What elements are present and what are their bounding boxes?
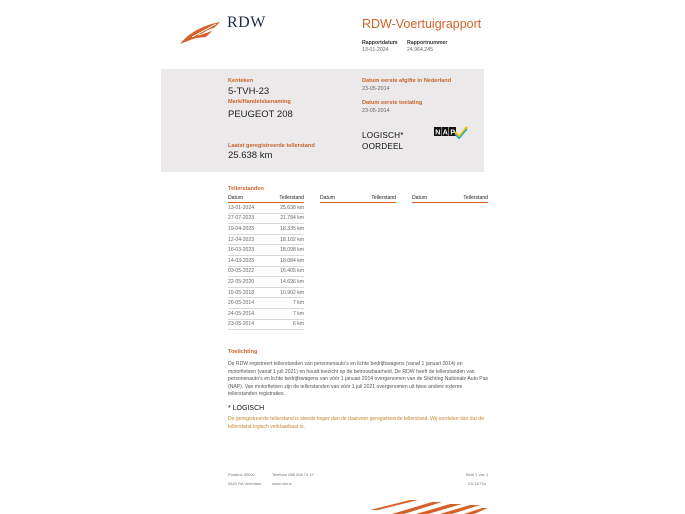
row-tellerstand: 7 km	[267, 298, 304, 309]
kenteken-value: 5-TVH-23	[228, 86, 270, 97]
row-datum: 24-05-2014	[228, 308, 267, 319]
col-datum-header: Datum	[228, 195, 267, 203]
row-tellerstand: 18.102 km	[267, 234, 304, 245]
table-row	[228, 319, 304, 330]
nap-check-logo-icon	[434, 126, 468, 139]
rdw-logo-icon	[178, 20, 222, 46]
col-tellerstand-header: Tellerstand	[267, 195, 304, 203]
row-datum: 27-07-2023	[228, 213, 267, 224]
tellerstanden-table-2	[320, 195, 396, 203]
footer-phone: Telefoon 088 008 74 47	[272, 472, 314, 477]
row-tellerstand: 21.784 km	[267, 213, 304, 224]
row-datum: 03-05-2022	[228, 266, 267, 277]
svg-text:P: P	[450, 129, 456, 137]
footnote-title: * LOGISCH	[228, 405, 265, 412]
toelating-nl-value: 23-05-2014	[362, 86, 390, 92]
oordeel-text	[362, 130, 404, 152]
row-tellerstand: 18.335 km	[267, 224, 304, 235]
tellerstanden-table-3	[412, 195, 488, 203]
row-tellerstand: 16.405 km	[267, 266, 304, 277]
table-row	[228, 308, 304, 319]
table-row	[228, 255, 304, 266]
merk-value: PEUGEOT 208	[228, 109, 293, 120]
footnote-text: De geregistreerde tellerstand is steeds hoger dan de daarvoor geregistreerde tellerstand. Wij oordelen dan dat de tellerstand logisch verklaarbaar is.	[228, 416, 484, 430]
row-tellerstand: 6 km	[267, 319, 304, 330]
row-datum: 19-04-2023	[228, 224, 267, 235]
table-row	[228, 203, 304, 214]
row-datum: 12-04-2023	[228, 234, 267, 245]
table-row	[228, 213, 304, 224]
col-tellerstand-header: Tellerstand	[441, 195, 488, 203]
row-tellerstand: 7 km	[267, 308, 304, 319]
tellerstand-label: Laatst geregistreerde tellerstand	[228, 143, 315, 149]
oordeel-line-2: OORDEEL	[362, 142, 404, 151]
merk-label: Merk/Handelsbenaming	[228, 99, 291, 105]
table-row	[228, 287, 304, 298]
row-datum: 14-03-2023	[228, 255, 267, 266]
vehicle-summary-panel	[161, 69, 484, 172]
row-tellerstand: 18.084 km	[267, 255, 304, 266]
row-datum: 22-05-2020	[228, 277, 267, 288]
footer-version: 23I.1673a	[468, 481, 486, 486]
toelating-value: 23-05-2014	[362, 108, 390, 114]
col-datum-header: Datum	[412, 195, 441, 203]
footer-address-1: Postbus 30000	[228, 472, 255, 477]
col-tellerstand-header: Tellerstand	[349, 195, 396, 203]
rapportnummer-label: Rapportnummer	[407, 40, 448, 46]
tellerstanden-title: Tellerstanden	[228, 186, 264, 192]
table-row	[228, 224, 304, 235]
oordeel-line-1: LOGISCH*	[362, 131, 404, 140]
toelichting-text: De RDW registreert tellerstanden van personenauto's en lichte bedrijfswagens (vanaf 1 januari 2014) en motorfietsen (vanaf 1 juli 2021) en houdt toezicht op de betrouwbaarheid. De RDW heeft de tellerstanden van personenauto's en lichte bedrijfswagens van vóór 1 januari 2014 overgenomen van de Stichting Nationale Auto Pas (NAP). Van motorfietsen zijn de tellerstanden van vóór 1 juli 2021 overgenomen uit twee andere externe tellerstanden registraties.	[228, 361, 489, 398]
table-row	[228, 266, 304, 277]
row-datum: 13-01-2024	[228, 203, 267, 214]
table-row	[228, 277, 304, 288]
table-row	[228, 245, 304, 256]
footer-web: www.rdw.nl	[272, 481, 293, 486]
row-tellerstand: 14.696 km	[267, 277, 304, 288]
tellerstanden-table	[228, 195, 304, 330]
rdw-stripes-decoration-icon	[370, 496, 488, 514]
row-tellerstand: 25.638 km	[267, 203, 304, 214]
rapportdatum-label: Rapportdatum	[362, 40, 398, 46]
row-datum: 23-05-2014	[228, 319, 267, 330]
toelating-nl-label: Datum eerste afgifte in Nederland	[362, 78, 452, 84]
logo-text: RDW	[227, 14, 266, 31]
document-title: RDW-Voertuigrapport	[362, 17, 482, 31]
tellerstand-value: 25.638 km	[228, 150, 273, 161]
footer-address-2: 9640 RA Veendam	[228, 481, 262, 486]
svg-text:A: A	[442, 129, 448, 137]
table-row	[228, 234, 304, 245]
row-tellerstand: 10.902 km	[267, 287, 304, 298]
footer-page: Blad 1 van 1	[466, 472, 489, 477]
row-datum: 15-05-2018	[228, 287, 267, 298]
kenteken-label: Kenteken	[228, 78, 254, 84]
svg-text:N: N	[435, 129, 441, 137]
row-datum: 26-05-2014	[228, 298, 267, 309]
row-tellerstand: 18.098 km	[267, 245, 304, 256]
toelichting-title: Toelichting	[228, 349, 258, 355]
row-datum: 16-03-2023	[228, 245, 267, 256]
toelating-label: Datum eerste toelating	[362, 100, 423, 106]
rapportdatum-value: 13-01-2024	[362, 47, 389, 53]
col-datum-header: Datum	[320, 195, 349, 203]
table-row	[228, 298, 304, 309]
rapportnummer-value: 24.964.245	[407, 47, 433, 53]
